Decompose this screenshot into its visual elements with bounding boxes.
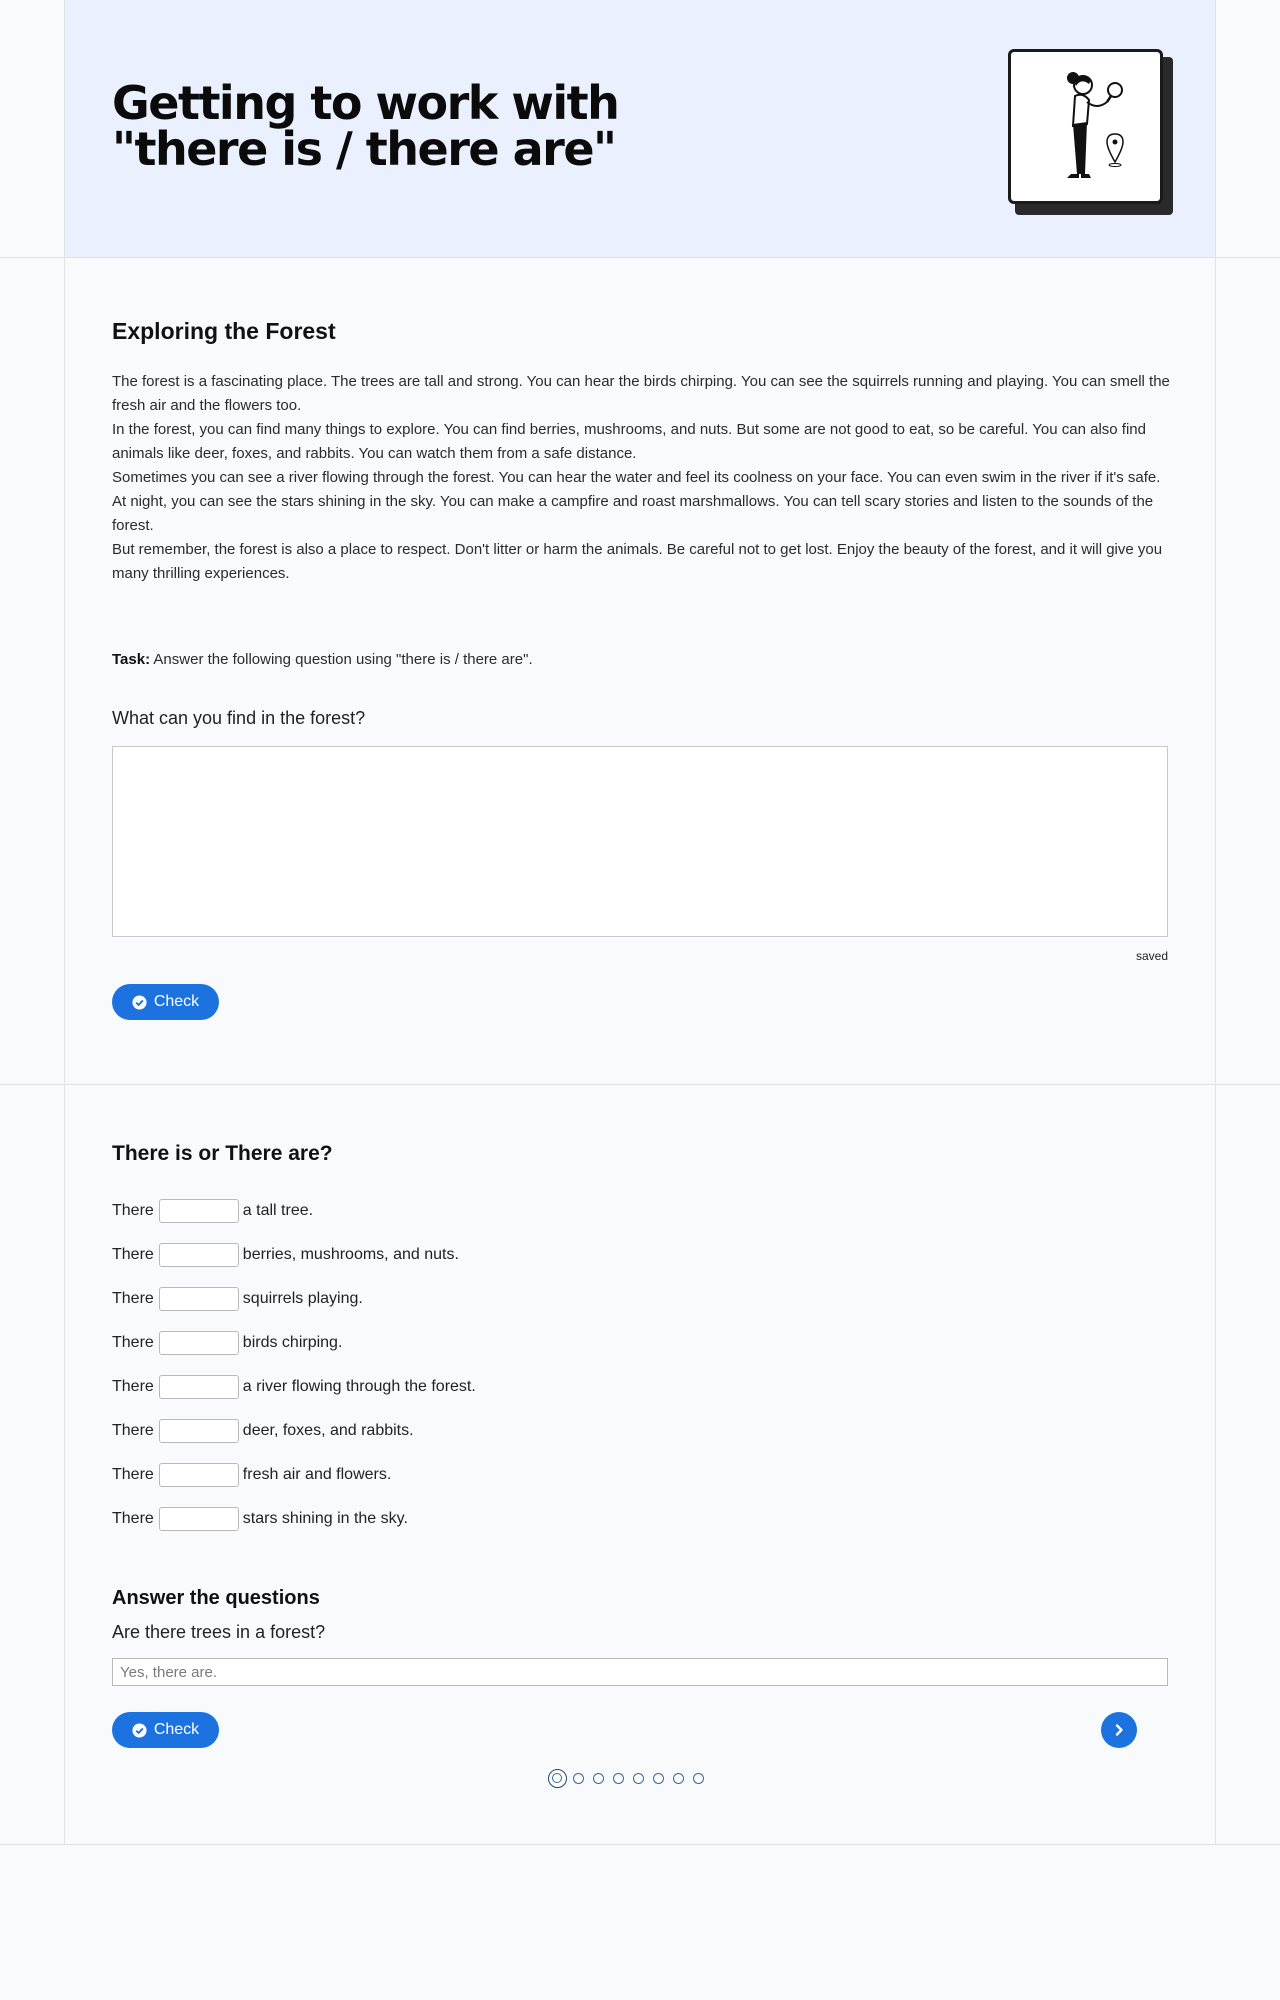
pagination-dot[interactable] bbox=[693, 1773, 704, 1784]
next-question-button[interactable] bbox=[1101, 1712, 1137, 1748]
gap-input[interactable] bbox=[159, 1331, 239, 1355]
gap-fill-row: There fresh air and flowers. bbox=[112, 1462, 391, 1488]
gap-input[interactable] bbox=[159, 1243, 239, 1267]
pagination-dot[interactable] bbox=[593, 1773, 604, 1784]
gap-input[interactable] bbox=[159, 1199, 239, 1223]
check-circle-icon bbox=[132, 1723, 147, 1738]
pagination-dot[interactable] bbox=[653, 1773, 664, 1784]
story-paragraph: Sometimes you can see a river flowing through the forest. You can hear the water and feel its coolness on your face. You can even swim in the river if it's safe. bbox=[112, 469, 1161, 486]
chevron-right-icon bbox=[1112, 1723, 1126, 1737]
gap-fill-row: There deer, foxes, and rabbits. bbox=[112, 1418, 414, 1444]
gap-fill-row: There birds chirping. bbox=[112, 1330, 342, 1356]
save-status: saved bbox=[1135, 949, 1168, 963]
pagination-dot[interactable] bbox=[673, 1773, 684, 1784]
gap-input[interactable] bbox=[159, 1419, 239, 1443]
story-paragraph: In the forest, you can find many things to explore. You can find berries, mushrooms, and nuts. But some are not good to eat, so be careful. You can also find animals like deer, foxes, and rabbits. You can watch them from a safe distance. bbox=[112, 421, 1146, 462]
gap-fill-row: There squirrels playing. bbox=[112, 1286, 363, 1312]
story-paragraph: But remember, the forest is also a place to respect. Don't litter or harm the animals. Be careful not to get lost. Enjoy the beauty of the forest, and it will give you many thrilling experiences. bbox=[112, 541, 1163, 582]
gap-input[interactable] bbox=[159, 1507, 239, 1531]
reading-heading: Exploring the Forest bbox=[112, 318, 336, 344]
pagination-dot[interactable] bbox=[613, 1773, 624, 1784]
right-column-border bbox=[1215, 0, 1216, 1844]
check-essay-button[interactable]: Check bbox=[112, 984, 219, 1020]
essay-answer-textarea[interactable] bbox=[112, 746, 1168, 937]
story-paragraph: The forest is a fascinating place. The trees are tall and strong. You can hear the birds chirping. You can see the squirrels running and playing. You can smell the fresh air and the flowers too. bbox=[112, 373, 1170, 414]
gap-input[interactable] bbox=[159, 1287, 239, 1311]
gap-fill-row: There a tall tree. bbox=[112, 1198, 313, 1224]
gap-input[interactable] bbox=[159, 1463, 239, 1487]
current-question: Are there trees in a forest? bbox=[112, 1622, 326, 1642]
check-answer-button[interactable]: Check bbox=[112, 1712, 219, 1748]
gap-fill-row: There stars shining in the sky. bbox=[112, 1506, 408, 1532]
task-instruction: Task: Answer the following question using "there is / there are". bbox=[112, 651, 533, 668]
gap-fill-row: There berries, mushrooms, and nuts. bbox=[112, 1242, 459, 1268]
woman-with-magnifier-icon bbox=[1008, 49, 1163, 204]
question-answer-input[interactable] bbox=[112, 1658, 1168, 1686]
story-paragraph: At night, you can see the stars shining in the sky. You can make a campfire and roast marshmallows. You can tell scary stories and listen to the sounds of the forest. bbox=[112, 493, 1154, 534]
question-pagination bbox=[548, 1769, 704, 1788]
pagination-dot-active[interactable] bbox=[548, 1769, 567, 1788]
lesson-title: Getting to work with "there is / there are" bbox=[112, 76, 619, 176]
gap-fill-row: There a river flowing through the forest. bbox=[112, 1374, 476, 1400]
pagination-dot[interactable] bbox=[633, 1773, 644, 1784]
questions-heading: Answer the questions bbox=[112, 1587, 320, 1609]
essay-question: What can you find in the forest? bbox=[112, 708, 366, 728]
reading-text bbox=[112, 370, 1187, 586]
exercise-heading: There is or There are? bbox=[112, 1142, 333, 1165]
lesson-header bbox=[65, 0, 1215, 257]
content-bottom-divider bbox=[0, 1844, 1280, 1845]
pagination-dot[interactable] bbox=[573, 1773, 584, 1784]
check-circle-icon bbox=[132, 995, 147, 1010]
gap-input[interactable] bbox=[159, 1375, 239, 1399]
